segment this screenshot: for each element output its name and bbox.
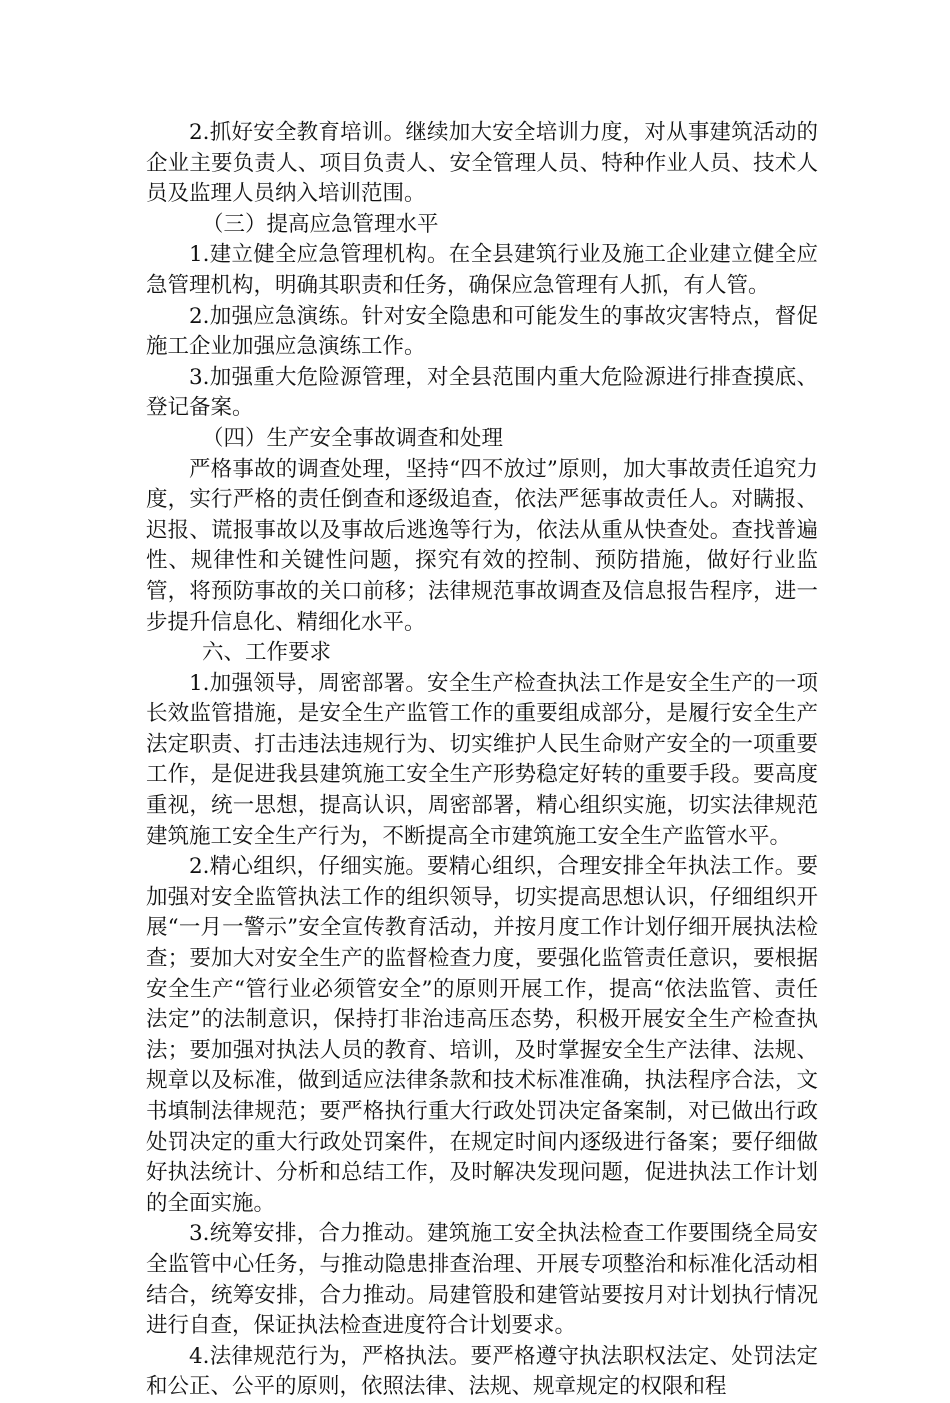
heading-emergency-management: （三）提高应急管理水平: [202, 211, 439, 237]
paragraph-accident-handling: 严格事故的调查处理，坚持“四不放过”原则，加大事故责任追究力度，实行严格的责任倒查和逐级追查，依法严惩事故责任人。对瞒报、迟报、谎报事故以及事故后逃逸等行为，依法从重从快查处。查找普遍性、规律性和关键性问题，探究有效的控制、预防措施，做好行业监管，将预防事故的关口前移；法律规范事故调查及信息报告程序，进一步提升信息化、精细化水平。: [146, 456, 818, 635]
paragraph-safety-training: 2.抓好安全教育培训。继续加大安全培训力度，对从事建筑活动的企业主要负责人、项目负责人、安全管理人员、特种作业人员、技术人员及监理人员纳入培训范围。: [146, 120, 818, 207]
paragraph-hazard-source: 3.加强重大危险源管理，对全县范围内重大危险源进行排查摸底、登记备案。: [146, 364, 818, 421]
paragraph-emergency-drill: 2.加强应急演练。针对安全隐患和可能发生的事故灾害特点，督促施工企业加强应急演练工作。: [146, 303, 818, 360]
paragraph-coordination: 3.统筹安排，合力推动。建筑施工安全执法检查工作要围绕全局安全监管中心任务，与推动隐患排查治理、开展专项整治和标准化活动相结合，统筹安排，合力推动。局建管股和建管站要按月对计划执行情况进行自查，保证执法检查进度符合计划要求。: [146, 1221, 818, 1339]
heading-work-requirements: 六、工作要求: [202, 640, 332, 666]
paragraph-law-enforcement: 4.法律规范行为，严格执法。要严格遵守执法职权法定、处罚法定和公正、公平的原则，依照法律、法规、规章规定的权限和程: [146, 1343, 818, 1400]
paragraph-leadership: 1.加强领导，周密部署。安全生产检查执法工作是安全生产的一项长效监管措施，是安全生产监管工作的重要组成部分，是履行安全生产法定职责、打击违法违规行为、切实维护人民生命财产安全的一项重要工作，是促进我县建筑施工安全生产形势稳定好转的重要手段。要高度重视，统一思想，提高认识，周密部署，精心组织实施，切实法律规范建筑施工安全生产行为，不断提高全市建筑施工安全生产监管水平。: [146, 670, 818, 849]
paragraph-emergency-agency: 1.建立健全应急管理机构。在全县建筑行业及施工企业建立健全应急管理机构，明确其职责和任务，确保应急管理有人抓，有人管。: [146, 242, 818, 298]
heading-accident-investigation: （四）生产安全事故调查和处理: [202, 425, 504, 451]
document-page: [146, 118, 818, 1403]
paragraph-organization: 2.精心组织，仔细实施。要精心组织，合理安排全年执法工作。要加强对安全监管执法工作的组织领导，切实提高思想认识，仔细组织开展“一月一警示”安全宣传教育活动，并按月度工作计划仔细开展执法检查；要加大对安全生产的监督检查力度，要强化监管责任意识，要根据安全生产“管行业必须管安全”的原则开展工作，提高“依法监管、责任法定”的法制意识，保持打非治违高压态势，积极开展安全生产检查执法；要加强对执法人员的教育、培训，及时掌握安全生产法律、法规、规章以及标准，做到适应法律条款和技术标准准确，执法程序合法，文书填制法律规范；要严格执行重大行政处罚决定备案制，对已做出行政处罚决定的重大行政处罚案件，在规定时间内逐级进行备案；要仔细做好执法统计、分析和总结工作，及时解决发现问题，促进执法工作计划的全面实施。: [146, 854, 818, 1216]
